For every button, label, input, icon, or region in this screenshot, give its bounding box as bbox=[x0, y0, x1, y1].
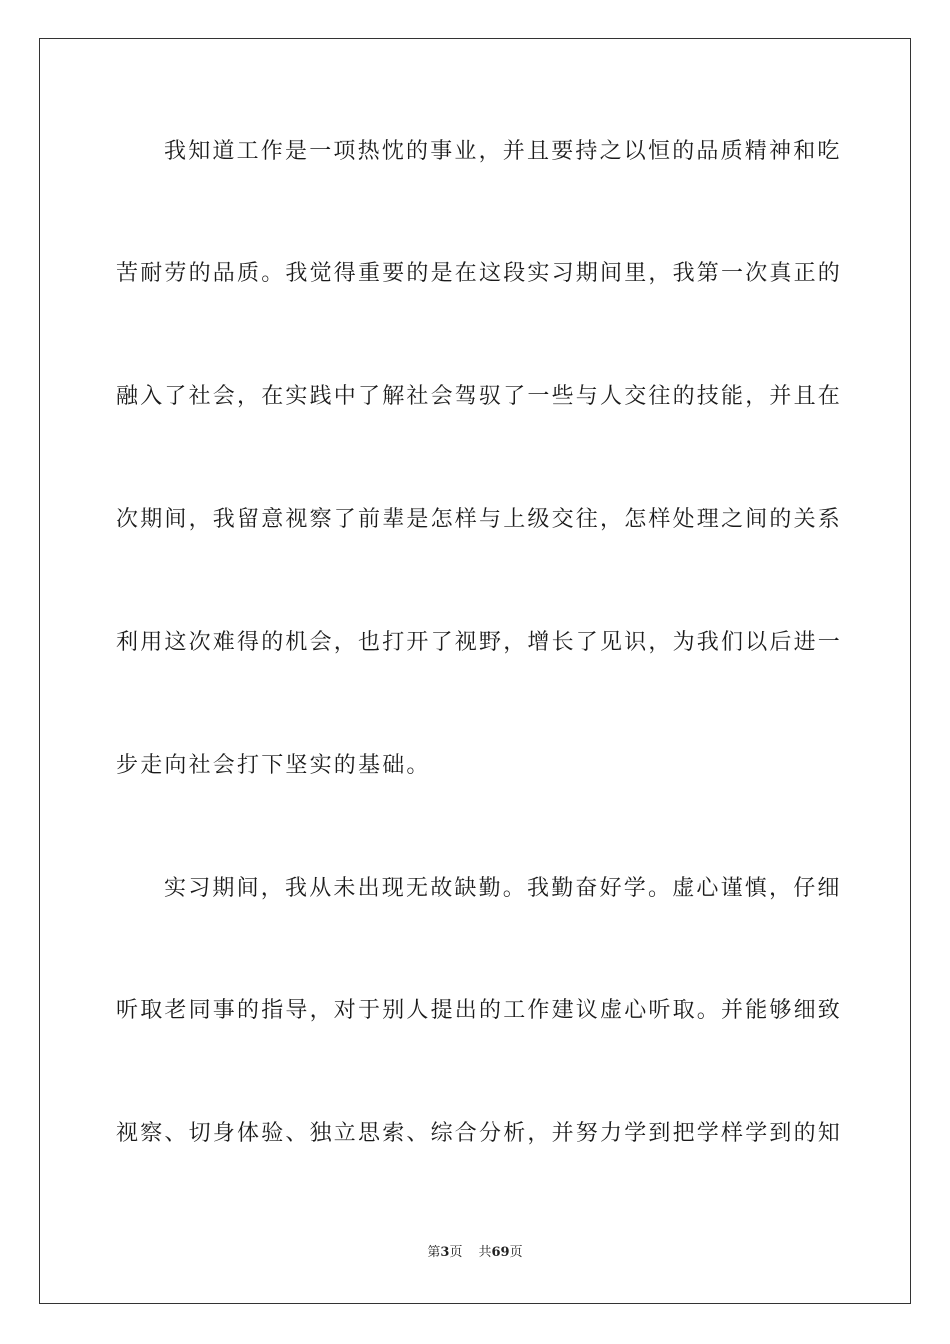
page-suffix: 页 bbox=[449, 1245, 463, 1260]
total-pages: 69 bbox=[491, 1245, 510, 1260]
page-prefix: 第 bbox=[427, 1245, 441, 1260]
page-frame bbox=[39, 38, 911, 1304]
text-line: 听取老同事的指导，对于别人提出的工作建议虚心听取。并能够细致 bbox=[116, 998, 843, 1023]
text-line: 我知道工作是一项热忱的事业，并且要持之以恒的品质精神和吃 bbox=[164, 139, 842, 164]
total-prefix: 共 bbox=[478, 1245, 492, 1260]
total-suffix: 页 bbox=[509, 1245, 523, 1260]
text-line: 利用这次难得的机会，也打开了视野，增长了见识，为我们以后进一 bbox=[116, 630, 843, 655]
text-line: 次期间，我留意视察了前辈是怎样与上级交往，怎样处理之间的关系 bbox=[116, 507, 843, 532]
text-line: 步走向社会打下坚实的基础。 bbox=[116, 753, 431, 778]
text-line: 苦耐劳的品质。我觉得重要的是在这段实习期间里，我第一次真正的 bbox=[116, 261, 843, 286]
page-footer bbox=[0, 1244, 950, 1262]
text-line: 实习期间，我从未出现无故缺勤。我勤奋好学。虚心谨慎，仔细 bbox=[164, 876, 842, 901]
page-number: 3 bbox=[440, 1245, 450, 1260]
text-line: 融入了社会，在实践中了解社会驾驭了一些与人交往的技能，并且在 bbox=[116, 384, 843, 409]
text-line: 视察、切身体验、独立思索、综合分析，并努力学到把学样学到的知 bbox=[116, 1121, 843, 1146]
